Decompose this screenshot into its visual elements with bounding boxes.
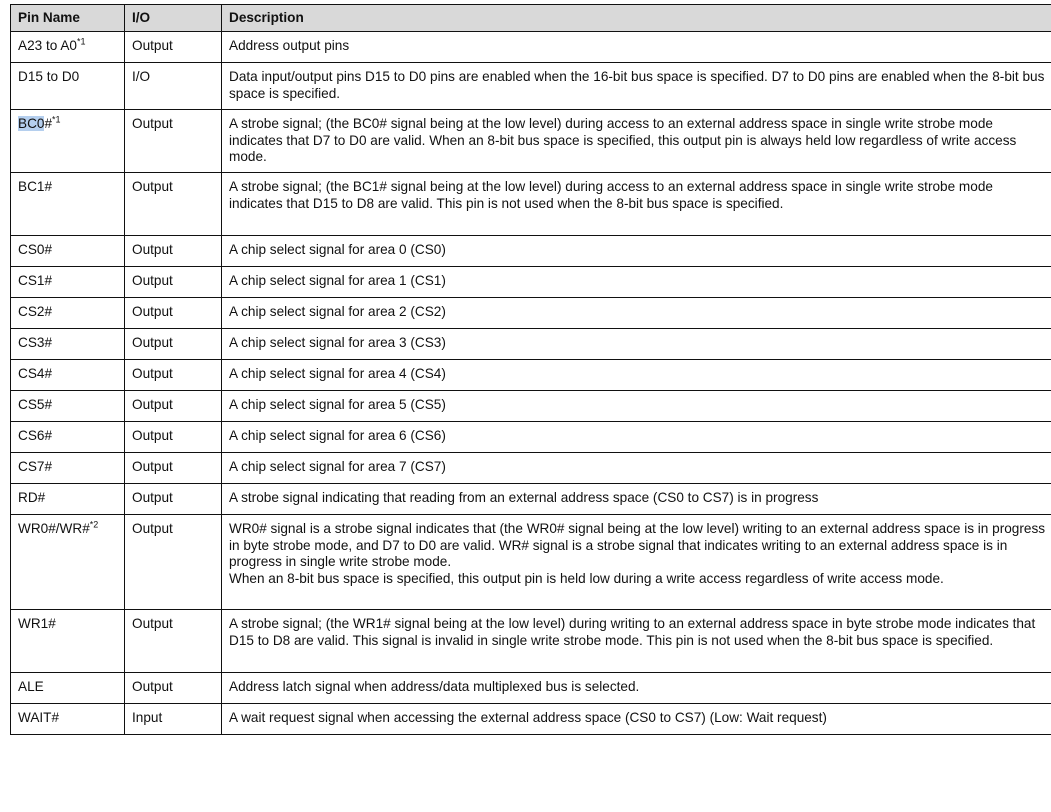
pin-name-cell: CS3# [11, 329, 125, 360]
table-row [11, 267, 1051, 298]
pin-name-cell: CS5# [11, 391, 125, 422]
pin-name-cell: WR0#/WR#$^{*2}$ [11, 515, 125, 610]
io-cell: Output [125, 453, 222, 484]
pin-name-cell: CS6# [11, 422, 125, 453]
io-cell: I/O [125, 63, 222, 110]
table-row [11, 360, 1051, 391]
table-row [11, 173, 1051, 236]
table-row [11, 63, 1051, 110]
table-row [11, 515, 1051, 610]
io-cell: Input [125, 704, 222, 735]
io-cell: Output [125, 298, 222, 329]
description-cell: A chip select signal for area 0 (CS0) [222, 236, 1051, 267]
io-cell: Output [125, 515, 222, 610]
description-cell: A wait request signal when accessing the external address space (CS0 to CS7) (Low: Wait request) [222, 704, 1051, 735]
footnote-mark: *1 [52, 114, 61, 125]
io-cell: Output [125, 110, 222, 173]
io-cell: Output [125, 360, 222, 391]
table-row [11, 391, 1051, 422]
pin-name-cell: CS0# [11, 236, 125, 267]
description-cell: Data input/output pins D15 to D0 pins are enabled when the 16-bit bus space is specified. D7 to D0 pins are enabled when the 8-bit bus space is specified. [222, 63, 1051, 110]
footnote-mark: *2 [89, 519, 99, 530]
description-cell: A chip select signal for area 7 (CS7) [222, 453, 1051, 484]
pin-name-cell: ALE [11, 673, 125, 704]
pin-name-cell: WR1# [11, 610, 125, 673]
pin-name-cell: A23 to A0$^{*1}$ [11, 32, 125, 63]
io-cell: Output [125, 329, 222, 360]
description-cell: A chip select signal for area 3 (CS3) [222, 329, 1051, 360]
pin-description-table [10, 4, 1051, 735]
table-row [11, 32, 1051, 63]
header-io: I/O [125, 5, 222, 32]
footnote-mark: *1 [76, 36, 86, 47]
description-cell: Address latch signal when address/data multiplexed bus is selected. [222, 673, 1051, 704]
description-cell: A chip select signal for area 5 (CS5) [222, 391, 1051, 422]
table-row [11, 422, 1051, 453]
io-cell: Output [125, 173, 222, 236]
table-row [11, 704, 1051, 735]
io-cell: Output [125, 32, 222, 63]
description-cell: A strobe signal; (the BC0# signal being at the low level) during access to an external address space in single write strobe mode indicates that D7 to D0 are valid. When an 8-bit bus space is specified, this output pin is always held low regardless of write access mode. [222, 110, 1051, 173]
pin-name-cell: BC1# [11, 173, 125, 236]
table-row [11, 610, 1051, 673]
description-cell: A strobe signal; (the BC1# signal being at the low level) during access to an external address space in single write strobe mode indicates that D15 to D8 are valid. This pin is not used when the 8-bit bus space is specified. [222, 173, 1051, 236]
table-row [11, 453, 1051, 484]
description-cell: A strobe signal; (the WR1# signal being at the low level) during writing to an external address space in byte strobe mode indicates that D15 to D8 are valid. This signal is invalid in single write strobe mode. This pin is not used when the 8-bit bus space is specified. [222, 610, 1051, 673]
pin-name-cell: CS4# [11, 360, 125, 391]
pin-name-cell: D15 to D0 [11, 63, 125, 110]
description-cell: A chip select signal for area 4 (CS4) [222, 360, 1051, 391]
description-cell: A chip select signal for area 6 (CS6) [222, 422, 1051, 453]
pin-name-cell: CS2# [11, 298, 125, 329]
io-cell: Output [125, 391, 222, 422]
table-row [11, 236, 1051, 267]
description-cell: A chip select signal for area 2 (CS2) [222, 298, 1051, 329]
table-header-row [11, 5, 1051, 32]
io-cell: Output [125, 422, 222, 453]
table-row [11, 110, 1051, 173]
pin-name-cell: CS1# [11, 267, 125, 298]
description-cell: A strobe signal indicating that reading from an external address space (CS0 to CS7) is in progress [222, 484, 1051, 515]
pin-name-cell: WAIT# [11, 704, 125, 735]
table-row [11, 329, 1051, 360]
table-row [11, 298, 1051, 329]
header-pin-name: Pin Name [11, 5, 125, 32]
io-cell: Output [125, 267, 222, 298]
pin-table-container [10, 4, 1051, 812]
io-cell: Output [125, 484, 222, 515]
description-cell: WR0# signal is a strobe signal indicates that (the WR0# signal being at the low level) writing to an external address space is in progress in byte strobe mode, and D7 to D0 are valid. WR# signal is a strobe signal that indicates writing to an external address space is in progress in single write strobe mode. When an 8-bit bus space is specified, this output pin is held low during a write access regardless of write access mode. [222, 515, 1051, 610]
header-description: Description [222, 5, 1051, 32]
io-cell: Output [125, 236, 222, 267]
io-cell: Output [125, 610, 222, 673]
table-row [11, 484, 1051, 515]
pin-name-cell: BC0#$^{*1}$ [11, 110, 125, 173]
pin-name-cell: CS7# [11, 453, 125, 484]
selected-text-highlight[interactable]: BC0 [18, 116, 45, 131]
io-cell: Output [125, 673, 222, 704]
description-cell: Address output pins [222, 32, 1051, 63]
table-row [11, 673, 1051, 704]
pin-name-cell: RD# [11, 484, 125, 515]
description-cell: A chip select signal for area 1 (CS1) [222, 267, 1051, 298]
